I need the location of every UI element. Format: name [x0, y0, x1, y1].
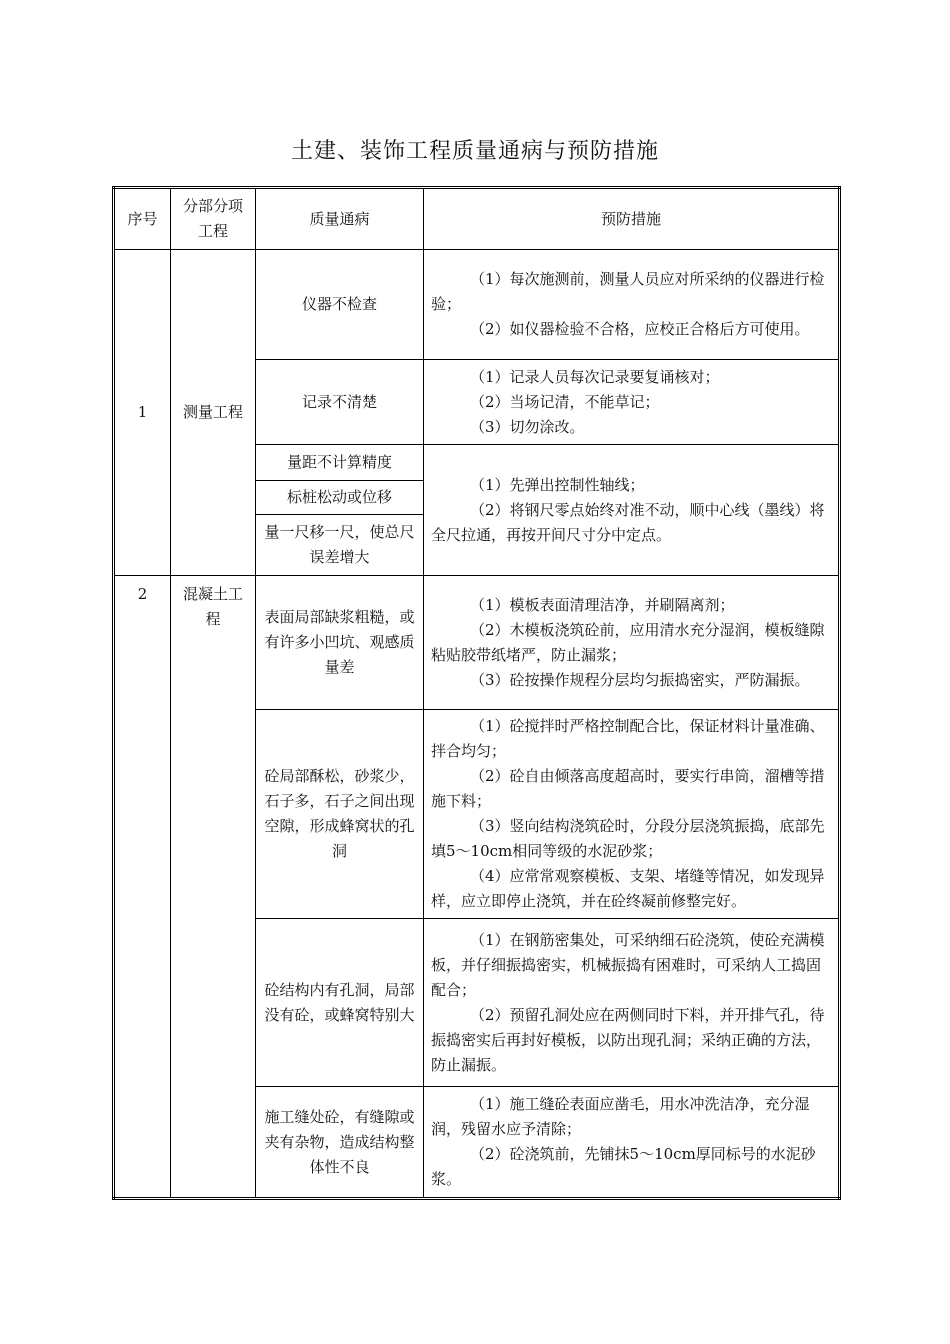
measure-item: （2）砼浇筑前，先铺抹5～10cm厚同标号的水泥砂浆。 [431, 1145, 816, 1188]
table-header-row [114, 188, 840, 250]
measure-cell [424, 919, 840, 1087]
measure-cell [424, 710, 840, 919]
measure-item: （1）记录人员每次记录要复诵核对； [470, 367, 720, 386]
section-part: 测量工程 [171, 250, 256, 576]
header-no: 序号 [114, 188, 171, 250]
measure-item: （1）先弹出控制性轴线； [470, 475, 645, 494]
measure-item: （4）应常常观察模板、支架、堵缝等情况，如发现异样，应立即停止浇筑，并在砼终凝前修整完好。 [431, 867, 825, 910]
measure-item: （3）切勿涂改。 [470, 417, 585, 436]
header-part: 分部分项工程 [171, 188, 256, 250]
section-no: 1 [114, 250, 171, 576]
defect-cell: 量距不计算精度 [256, 445, 423, 481]
quality-table [112, 186, 841, 1200]
defect-cell: 记录不清楚 [256, 360, 424, 445]
measure-item: （2）如仪器检验不合格，应校正合格后方可使用。 [470, 320, 810, 338]
defect-cell: 仪器不检查 [256, 250, 424, 360]
defect-group-cell [256, 445, 424, 576]
section-no: 2 [114, 576, 171, 1199]
section-part: 混凝土工程 [171, 576, 256, 1199]
measure-item: （3）竖向结构浇筑砼时，分段分层浇筑振捣，底部先填5～10cm相同等级的水泥砂浆； [431, 817, 825, 860]
measure-cell [424, 576, 840, 710]
measure-cell [424, 1087, 840, 1199]
header-measure: 预防措施 [424, 188, 840, 250]
measure-item: （2）砼自由倾落高度超高时，要实行串筒，溜槽等措施下料； [431, 767, 825, 810]
measure-item: （1）在钢筋密集处，可采纳细石砼浇筑，使砼充满模板，并仔细振捣密实，机械振捣有困难时，可采纳人工捣固配合； [431, 930, 825, 999]
defect-cell: 砼结构内有孔洞，局部没有砼，或蜂窝特别大 [256, 919, 424, 1087]
measure-item: （1）每次施测前，测量人员应对所采纳的仪器进行检验； [431, 270, 825, 313]
measure-cell [424, 445, 840, 576]
measure-item: （1）施工缝砼表面应凿毛，用水冲洗洁净，充分湿润，残留水应予清除； [431, 1095, 810, 1138]
measure-item: （2）预留孔洞处应在两侧同时下料，并开排气孔，待振捣密实后再封好模板，以防出现孔洞；采纳正确的方法，防止漏振。 [431, 1005, 825, 1074]
table-row [114, 250, 840, 360]
header-defect: 质量通病 [256, 188, 424, 250]
defect-cell: 表面局部缺浆粗糙，或有许多小凹坑、观感质量差 [256, 576, 424, 710]
measure-item: （1）砼搅拌时严格控制配合比，保证材料计量准确、拌合均匀； [431, 717, 825, 760]
defect-cell: 砼局部酥松，砂浆少，石子多，石子之间出现空隙，形成蜂窝状的孔洞 [256, 710, 424, 919]
defect-cell: 标桩松动或位移 [256, 481, 423, 515]
measure-item: （1）模板表面清理洁净，并刷隔离剂； [470, 595, 735, 614]
measure-item: （3）砼按操作规程分层均匀振捣密实，严防漏振。 [470, 670, 810, 689]
defect-cell: 量一尺移一尺，使总尺误差增大 [264, 523, 415, 566]
measure-cell [424, 250, 840, 360]
table-row [114, 576, 840, 710]
page-title: 土建、装饰工程质量通病与预防措施 [290, 139, 659, 164]
measure-item: （2）将钢尺零点始终对准不动，顺中心线（墨线）将全尺拉通，再按开间尺寸分中定点。 [431, 500, 825, 544]
measure-item: （2）木模板浇筑砼前，应用清水充分湿润，模板缝隙粘贴胶带纸堵严，防止漏浆； [431, 620, 825, 664]
defect-cell: 施工缝处砼，有缝隙或夹有杂物，造成结构整体性不良 [256, 1087, 424, 1199]
measure-item: （2）当场记清，不能草记； [470, 392, 660, 411]
measure-cell [424, 360, 840, 445]
